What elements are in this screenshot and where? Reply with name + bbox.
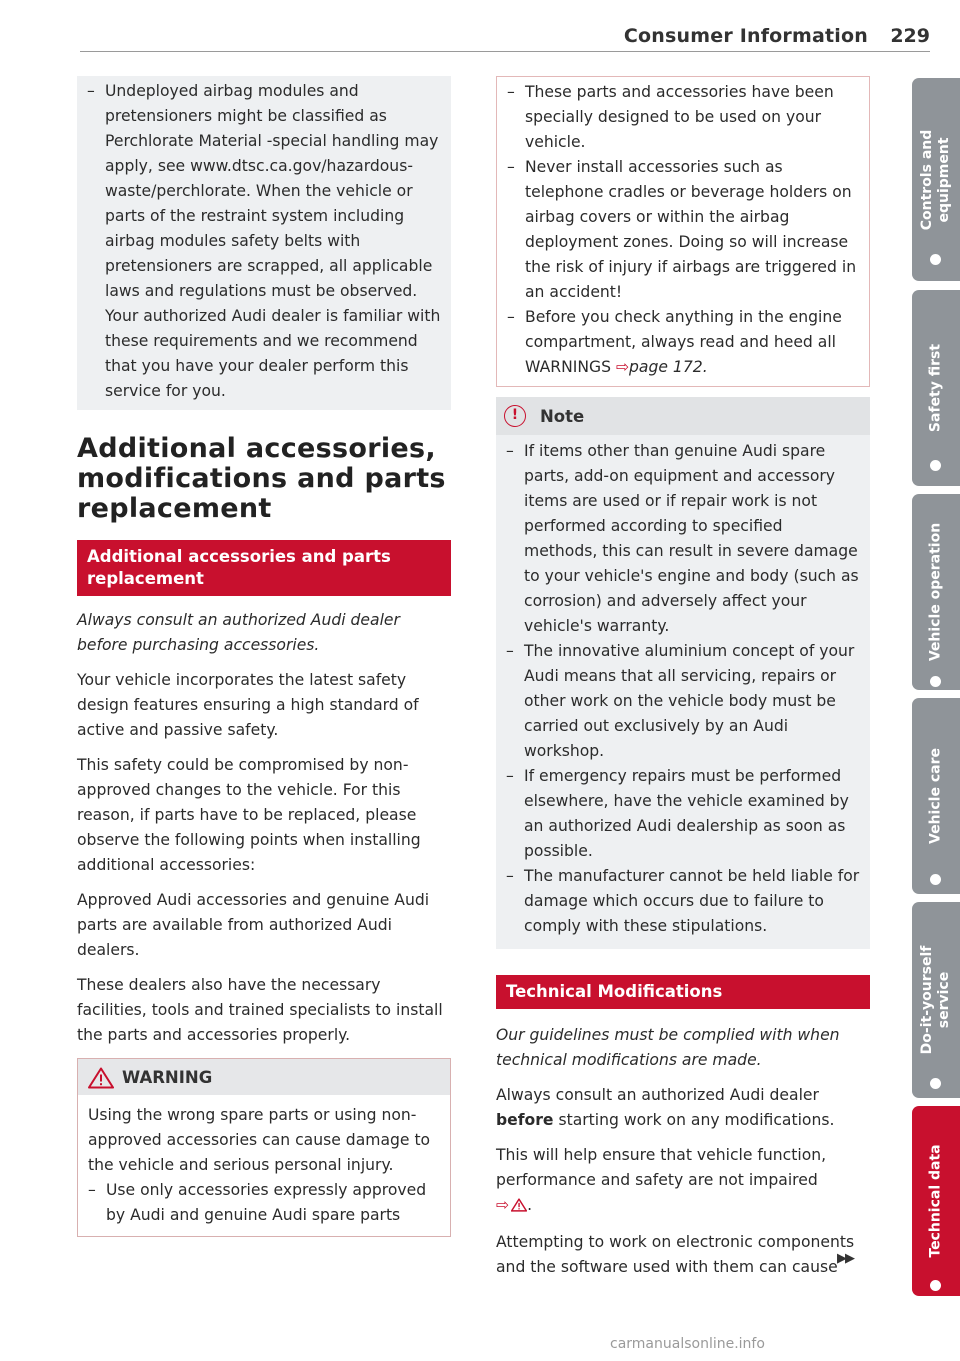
paragraph: This safety could be compromised by non-approved changes to the vehicle. For this reason, if parts have to be replaced, please observe the following points when installing additional accessories:	[77, 756, 421, 874]
bullet-dot-icon	[930, 460, 941, 471]
list-item: – Never install accessories such as telephone cradles or beverage holders on airbag covers or within the airbag deployment zones. Doing so will increase the risk of injury if airbags are triggered in an accident!	[507, 158, 857, 301]
warning-continuation-box	[77, 76, 451, 410]
page-number: 229	[890, 25, 930, 47]
list-item: – The innovative aluminium concept of your Audi means that all servicing, repairs or other work on the vehicle body must be carried out exclusively by an Audi workshop.	[506, 642, 855, 760]
list-item: – Before you check anything in the engine compartment, always read and heed all WARNINGS ⇨page 172.	[507, 308, 842, 376]
tab-technical-data[interactable]: Technical data	[912, 1106, 960, 1296]
list-item: – If emergency repairs must be performed elsewhere, have the vehicle examined by an authorized Audi dealership as soon as possible.	[506, 767, 849, 860]
bullet-dot-icon	[930, 676, 941, 687]
warning-triangle-icon	[88, 1067, 114, 1093]
bullet-dot-icon	[930, 254, 941, 265]
tab-vehicle-care[interactable]: Vehicle care	[912, 698, 960, 894]
warning-ref-icon[interactable]	[511, 1195, 527, 1220]
intro-text: Always consult an authorized Audi dealer before purchasing accessories.	[77, 611, 400, 654]
list-item: – Undeployed airbag modules and pretensioners might be classified as Perchlorate Material -special handling may apply, see www.dtsc.ca.gov/hazardous-waste/perchlorate. When the vehicle or parts of the restraint system including airbag modules safety belts with pretensioners are scrapped, all applicable laws and regulations must be observed. Your authorized Audi dealer is familiar with these requirements and we recommend that you have your dealer perform this service for you.	[87, 82, 441, 400]
watermark: carmanualsonline.info	[610, 1336, 765, 1352]
list-item: – These parts and accessories have been specially designed to be used on your vehicle.	[507, 83, 834, 151]
list-item: – If items other than genuine Audi spare parts, add-on equipment and accessory items are used or if repair work is not performed according to specified methods, this can result in severe damage to your vehicle's engine and body (such as corrosion) and adversely affect your vehicle's warranty.	[506, 442, 859, 635]
continue-arrow-icon: ▶▶	[837, 1251, 853, 1266]
tab-safety-first[interactable]: Safety first	[912, 290, 960, 486]
list-item: – Use only accessories expressly approved by Audi and genuine Audi spare parts	[88, 1181, 427, 1224]
ref-arrow-icon: ⇨	[496, 1196, 510, 1214]
note-header	[496, 397, 870, 435]
subsection-bar: Additional accessories and parts replacement	[77, 540, 451, 596]
tab-do-it-yourself-service[interactable]: Do-it-yourself service	[912, 902, 960, 1098]
bullet-dot-icon	[930, 1280, 941, 1291]
list-item: – The manufacturer cannot be held liable for damage which occurs due to failure to comply with these stipulations.	[506, 867, 860, 935]
tab-vehicle-operation[interactable]: Vehicle operation	[912, 494, 960, 690]
note-box	[496, 397, 870, 949]
page-reference[interactable]: page 172.	[629, 358, 708, 376]
intro-text: Our guidelines must be complied with when technical modifications are made.	[496, 1026, 840, 1069]
tab-controls-and-equipment[interactable]: Controls and equipment	[912, 78, 960, 281]
paragraph: These dealers also have the necessary facilities, tools and trained specialists to install the parts and accessories properly.	[77, 976, 443, 1044]
warning-box	[77, 1058, 451, 1237]
section-heading: Additional accessories, modifications and parts replacement	[77, 433, 446, 524]
note-label: Note	[540, 407, 585, 426]
subsection-bar: Technical Modifications	[496, 975, 870, 1009]
warning-text: Using the wrong spare parts or using non-approved accessories can cause damage to the vehicle and serious personal injury.	[88, 1106, 431, 1174]
page-header	[80, 22, 930, 52]
warning-continuation-box	[496, 76, 870, 387]
right-column	[496, 76, 870, 1290]
page-ref-arrow-icon: ⇨	[615, 358, 630, 376]
warning-label: WARNING	[122, 1068, 213, 1087]
paragraph: Approved Audi accessories and genuine Audi parts are available from authorized Audi dealers.	[77, 891, 430, 959]
note-icon: !	[504, 405, 526, 427]
paragraph: Always consult an authorized Audi dealer before starting work on any modifications.	[496, 1086, 835, 1129]
chapter-title: Consumer Information	[623, 25, 868, 47]
left-column	[77, 76, 451, 1237]
paragraph: Your vehicle incorporates the latest safety design features ensuring a high standard of active and passive safety.	[77, 671, 419, 739]
bullet-dot-icon	[930, 874, 941, 885]
paragraph: This will help ensure that vehicle function, performance and safety are not impaired ⇨ .	[496, 1143, 870, 1220]
warning-header	[78, 1059, 450, 1095]
paragraph: Attempting to work on electronic components and the software used with them can cause	[496, 1233, 855, 1276]
bullet-dot-icon	[930, 1078, 941, 1089]
